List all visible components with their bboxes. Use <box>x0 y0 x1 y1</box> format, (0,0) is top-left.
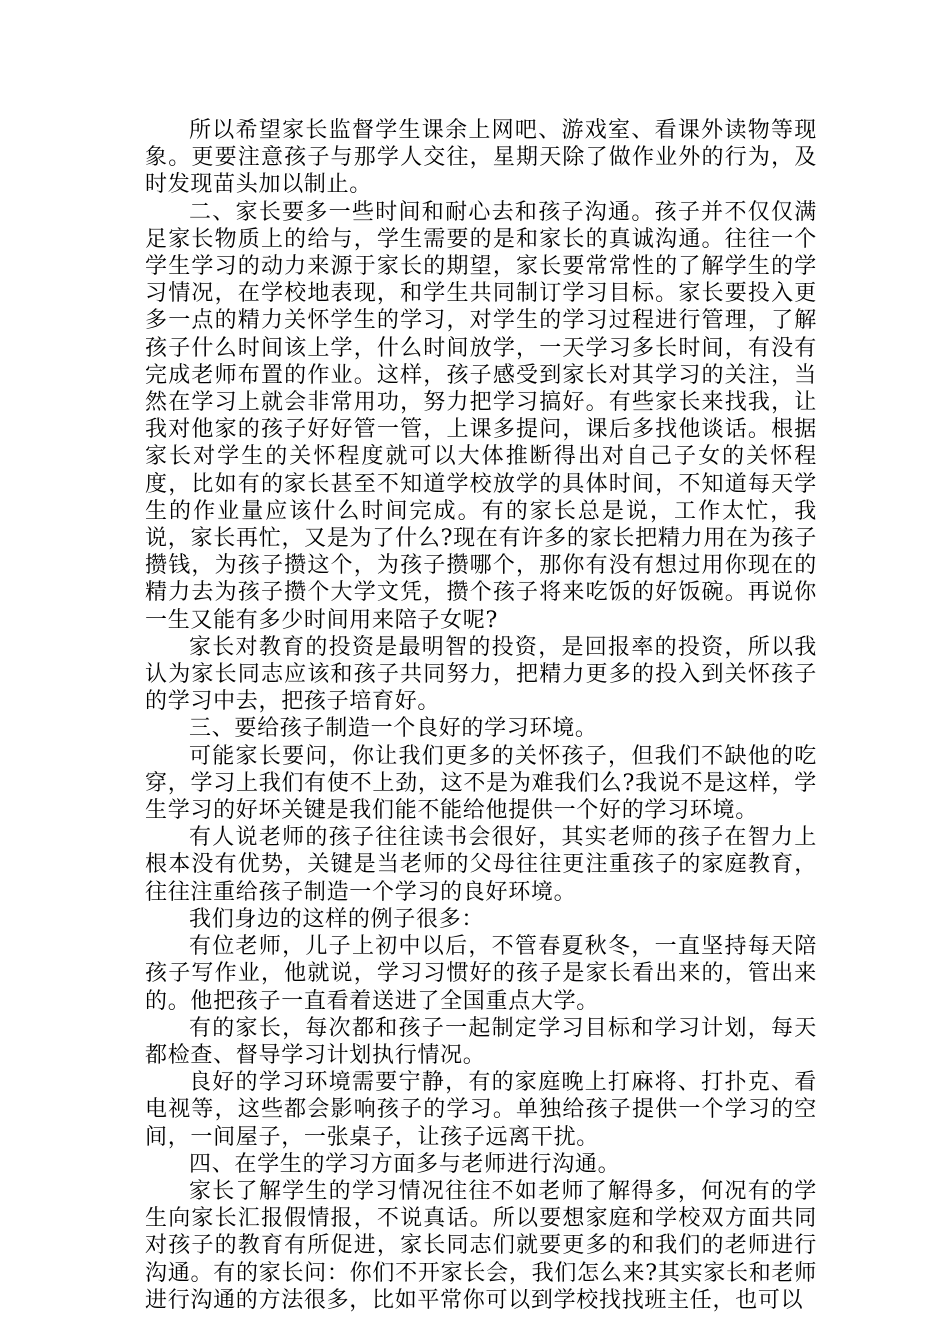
document-body <box>145 117 817 1314</box>
section-heading: 四、在学生的学习方面多与老师进行沟通。 <box>189 1151 621 1177</box>
paragraph: 可能家长要问，你让我们更多的关怀孩子，但我们不缺他的吃穿，学习上我们有使不上劲，这不是为难我们么?我说不是这样，学生学习的好坏关键是我们能不能给他提供一个好的学习环境。 <box>145 743 817 824</box>
paragraph: 有人说老师的孩子往往读书会很好，其实老师的孩子在智力上根本没有优势，关键是当老师的父母往往更注重孩子的家庭教育，往往注重给孩子制造一个学习的良好环境。 <box>145 825 817 905</box>
paragraph: 有的家长，每次都和孩子一起制定学习目标和学习计划，每天都检查、督导学习计划执行情况。 <box>145 1015 817 1068</box>
paragraph: 家长了解学生的学习情况往往不如老师了解得多，何况有的学生向家长汇报假情报，不说真话。所以要想家庭和学校双方面共同对孩子的教育有所促进，家长同志们就要更多的和我们的老师进行沟通。有的家长问：你们不开家长会，我们怎么来?其实家长和老师进行沟通的方法很多，比如平常你可以到学校找找班主任，也可以 <box>145 1178 817 1313</box>
section-heading: 三、要给孩子制造一个良好的学习环境。 <box>189 716 598 742</box>
paragraph: 良好的学习环境需要宁静，有的家庭晚上打麻将、打扑克、看电视等，这些都会影响孩子的学习。单独给孩子提供一个学习的空间，一间屋子，一张桌子，让孩子远离干扰。 <box>145 1070 817 1150</box>
paragraph: 所以希望家长监督学生课余上网吧、游戏室、看课外读物等现象。更要注意孩子与那学人交往，星期天除了做作业外的行为，及时发现苗头加以制止。 <box>145 118 817 198</box>
paragraph: 二、家长要多一些时间和耐心去和孩子沟通。孩子并不仅仅满足家长物质上的给与，学生需要的是和家长的真诚沟通。往往一个学生学习的动力来源于家长的期望，家长要常常性的了解学生的学习情况，在学校地表现，和学生共同制订学习目标。家长要投入更多一点的精力关怀学生的学习，对学生的学习过程进行管理，了解孩子什么时间该上学，什么时间放学，一天学习多长时间，有没有完成老师布置的作业。这样，孩子感受到家长对其学习的关注，当然在学习上就会非常用功，努力把学习搞好。有些家长来找我，让我对他家的孩子好好管一管，上课多提问，课后多找他谈话。根据家长对学生的关怀程度就可以大体推断得出对自己子女的关怀程度，比如有的家长甚至不知道学校放学的具体时间，不知道每天学生的作业量应该什么时间完成。有的家长总是说，工作太忙，我说，家长再忙，又是为了什么?现在有许多的家长把精力用在为孩子攒钱，为孩子攒这个，为孩子攒哪个，那你有没有想过用你现在的精力去为孩子攒个大学文凭，攒个孩子将来吃饭的好饭碗。再说你一生又能有多少时间用来陪子女呢? <box>145 199 817 633</box>
paragraph: 家长对教育的投资是最明智的投资，是回报率的投资，所以我认为家长同志应该和孩子共同努力，把精力更多的投入到关怀孩子的学习中去，把孩子培育好。 <box>145 634 817 715</box>
paragraph: 有位老师，儿子上初中以后，不管春夏秋冬，一直坚持每天陪孩子写作业，他就说，学习习惯好的孩子是家长看出来的，管出来的。他把孩子一直看着送进了全国重点大学。 <box>145 934 817 1014</box>
paragraph: 我们身边的这样的例子很多： <box>189 906 485 932</box>
